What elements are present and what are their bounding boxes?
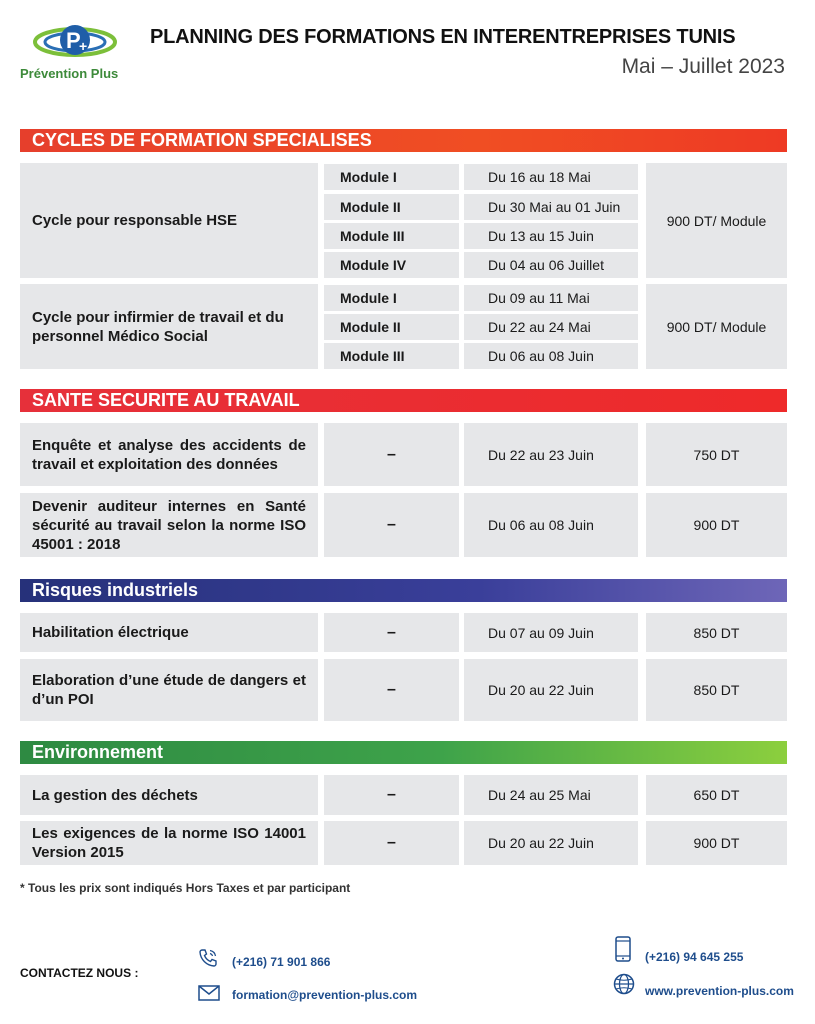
- cycle-hse-module: Module IV: [324, 252, 459, 278]
- page-subtitle: Mai – Juillet 2023: [621, 55, 785, 78]
- sst-course-title: Enquête et analyse des accidents de travail et exploitation des données: [20, 423, 318, 486]
- env-course-price: 650 DT: [646, 775, 787, 815]
- prevention-plus-logo-icon: [30, 18, 120, 64]
- cycle-infirmier-module: Module III: [324, 343, 459, 369]
- env-course-date: Du 24 au 25 Mai: [464, 775, 638, 815]
- cycle-hse-price: 900 DT/ Module: [646, 163, 787, 278]
- cycle-hse-module: Module I: [324, 164, 459, 190]
- sst-course-module: –: [324, 423, 459, 486]
- section-header-cycles: CYCLES DE FORMATION SPECIALISES: [20, 129, 787, 152]
- risques-course-price: 850 DT: [646, 659, 787, 721]
- contact-website[interactable]: www.prevention-plus.com: [645, 984, 794, 998]
- sst-course-price: 900 DT: [646, 493, 787, 557]
- sst-course-date: Du 22 au 23 Juin: [464, 423, 638, 486]
- cycle-infirmier-title: Cycle pour infirmier de travail et du personnel Médico Social: [20, 284, 318, 369]
- svg-text:+: +: [79, 38, 88, 54]
- cycle-infirmier-price: 900 DT/ Module: [646, 284, 787, 369]
- company-logo: [20, 18, 130, 84]
- price-note: * Tous les prix sont indiqués Hors Taxes et par participant: [20, 881, 351, 895]
- svg-text:P: P: [66, 28, 81, 53]
- page-title: PLANNING DES FORMATIONS EN INTERENTREPRISES TUNIS: [150, 26, 736, 48]
- sst-course-date: Du 06 au 08 Juin: [464, 493, 638, 557]
- cycle-hse-module: Module III: [324, 223, 459, 249]
- contact-mobile[interactable]: (+216) 94 645 255: [645, 950, 744, 964]
- risques-course-date: Du 20 au 22 Juin: [464, 659, 638, 721]
- envelope-icon: [198, 985, 220, 1001]
- logo-text: Prévention Plus: [20, 66, 119, 81]
- sst-course-module: –: [324, 493, 459, 557]
- env-course-date: Du 20 au 22 Juin: [464, 821, 638, 865]
- cycle-hse-date: Du 30 Mai au 01 Juin: [464, 194, 638, 220]
- cycle-hse-date: Du 04 au 06 Juillet: [464, 252, 638, 278]
- contact-phone[interactable]: (+216) 71 901 866: [232, 955, 331, 969]
- risques-course-module: –: [324, 613, 459, 652]
- env-course-title: Les exigences de la norme ISO 14001 Version 2015: [20, 821, 318, 865]
- cycle-infirmier-module: Module II: [324, 314, 459, 340]
- contact-email[interactable]: formation@prevention-plus.com: [232, 988, 418, 1002]
- cycle-infirmier-date: Du 09 au 11 Mai: [464, 285, 638, 311]
- section-header-risques: Risques industriels: [20, 579, 787, 602]
- section-header-env: Environnement: [20, 741, 787, 764]
- env-course-module: –: [324, 775, 459, 815]
- env-course-price: 900 DT: [646, 821, 787, 865]
- cycle-infirmier-date: Du 22 au 24 Mai: [464, 314, 638, 340]
- env-course-module: –: [324, 821, 459, 865]
- risques-course-date: Du 07 au 09 Juin: [464, 613, 638, 652]
- contact-label: CONTACTEZ NOUS :: [20, 966, 139, 980]
- sst-course-price: 750 DT: [646, 423, 787, 486]
- smartphone-icon: [614, 936, 632, 962]
- risques-course-title: Habilitation électrique: [20, 613, 318, 652]
- cycle-infirmier-date: Du 06 au 08 Juin: [464, 343, 638, 369]
- cycle-hse-date: Du 13 au 15 Juin: [464, 223, 638, 249]
- env-course-title: La gestion des déchets: [20, 775, 318, 815]
- globe-icon: [613, 973, 635, 995]
- cycle-hse-date: Du 16 au 18 Mai: [464, 164, 638, 190]
- risques-course-title: Elaboration d’une étude de dangers et d’un POI: [20, 659, 318, 721]
- cycle-hse-module: Module II: [324, 194, 459, 220]
- risques-course-module: –: [324, 659, 459, 721]
- cycle-infirmier-module: Module I: [324, 285, 459, 311]
- cycle-hse-title: Cycle pour responsable HSE: [20, 163, 318, 278]
- sst-course-title: Devenir auditeur internes en Santé sécurité au travail selon la norme ISO 45001 : 2018: [20, 493, 318, 557]
- risques-course-price: 850 DT: [646, 613, 787, 652]
- phone-icon: [198, 948, 218, 968]
- section-header-sst: SANTE SECURITE AU TRAVAIL: [20, 389, 787, 412]
